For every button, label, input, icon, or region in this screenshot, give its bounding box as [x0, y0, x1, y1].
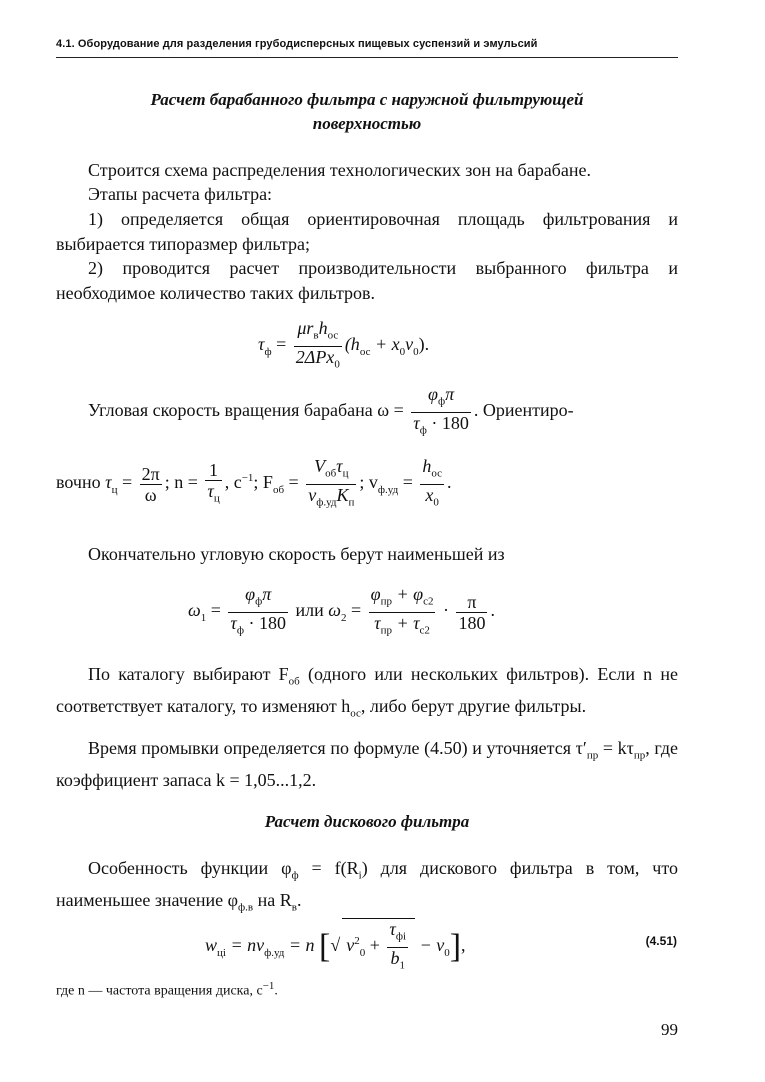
- angular-text: Угловая скорость вращения барабана ω =: [88, 400, 404, 421]
- numerator: $\mu r_вh_{ос}$: [294, 318, 342, 347]
- denominator: 2ΔPx$_0$: [295, 346, 340, 371]
- fraction-tau: [294, 318, 342, 374]
- formula-4-51: $w_{цi} = nv_{ф.уд} = n$ [√ $v^2_0$ + $\frac{\tau_{фi}}{b_1}$ − $v_0$],: [205, 918, 466, 975]
- footnote: где n — частота вращения диска, $с^{-1}$.: [56, 980, 278, 999]
- angular-text-after: . Ориентиро-: [473, 400, 574, 421]
- fraction-omega: $\frac{\varphi_ф\pi}{\tau_ф \cdot 180}$: [413, 384, 469, 437]
- formula-omega: $\omega_1$ = $\frac{\varphi_ф\pi}{\tau_ф \cdot 180}$ или $\omega_2$ = $\frac{\varphi_{пр} + \varphi_{с2}}{\tau_{пр} + \tau_{с2}}$ · $\frac{\pi}{180}$ .: [188, 584, 495, 637]
- section-title-drum-filter: [56, 88, 678, 136]
- running-header: 4.1. Оборудование для разделения грубодисперсных пищевых суспензий и эмульсий: [56, 38, 538, 50]
- paragraph-step-2: 2) проводится расчет производительности выбранного фильтра и необходимое количество таких фильтров.: [56, 258, 678, 303]
- paragraph-scheme: Строится схема распределения технологических зон на барабане.: [88, 160, 591, 180]
- angular-velocity-line: [88, 384, 574, 440]
- tau-subscript: ф: [264, 345, 272, 358]
- approx-formulas: вочно $\tau_ц$ = $\frac{2\pi}{\omega}$ ; n = $\frac{1}{\tau_ц}$ , $с^{-1}$; $F_{об}$ = $\frac{V_{об}\tau_ц}{v_{ф.уд}K_п}$ ; $v_{ф.уд}$ = $\frac{h_{ос}}{x_0}$ .: [56, 456, 452, 509]
- tau-symbol: τ: [258, 334, 265, 355]
- paragraph-final-omega: Окончательно угловую скорость берут наименьшей из: [88, 544, 505, 564]
- title-line-2: поверхностью: [312, 114, 422, 133]
- paragraph-washing: Время промывки определяется по формуле (4.50) и уточняется $\tau'_{пр} = k\tau_{пр}$, где коэффициент запаса k = 1,05...1,2.: [56, 738, 678, 791]
- paragraph-disk-feature: Особенность функции $\varphi_ф = f(R_i)$ для дискового фильтра в том, что наименьшее значение $\varphi_{ф.в}$ на $R_в$.: [56, 858, 678, 914]
- paragraph-step-1: 1) определяется общая ориентировочная площадь фильтрования и выбирается типоразмер фильтра;: [56, 209, 678, 254]
- equation-number: (4.51): [645, 934, 677, 948]
- formula-tau-f: $\tau_ф$ = $\frac{\mu r_вh_{ос}}{2\Delta Px_0}$ $(h_{ос} + x_0v_0)$.: [258, 318, 429, 374]
- page-number: 99: [661, 1020, 678, 1039]
- paragraph-catalog: По каталогу выбирают $F_{об}$ (одного или нескольких фильтров). Если n не соответствует каталогу, то изменяют $h_{ос}$, либо берут другие фильтры.: [56, 664, 678, 720]
- section-title-disk-filter: Расчет дискового фильтра: [264, 812, 470, 831]
- header-rule: [56, 57, 678, 58]
- title-line-1: Расчет барабанного фильтра с наружной фильтрующей: [150, 90, 584, 109]
- paragraph-stages: Этапы расчета фильтра:: [88, 184, 273, 204]
